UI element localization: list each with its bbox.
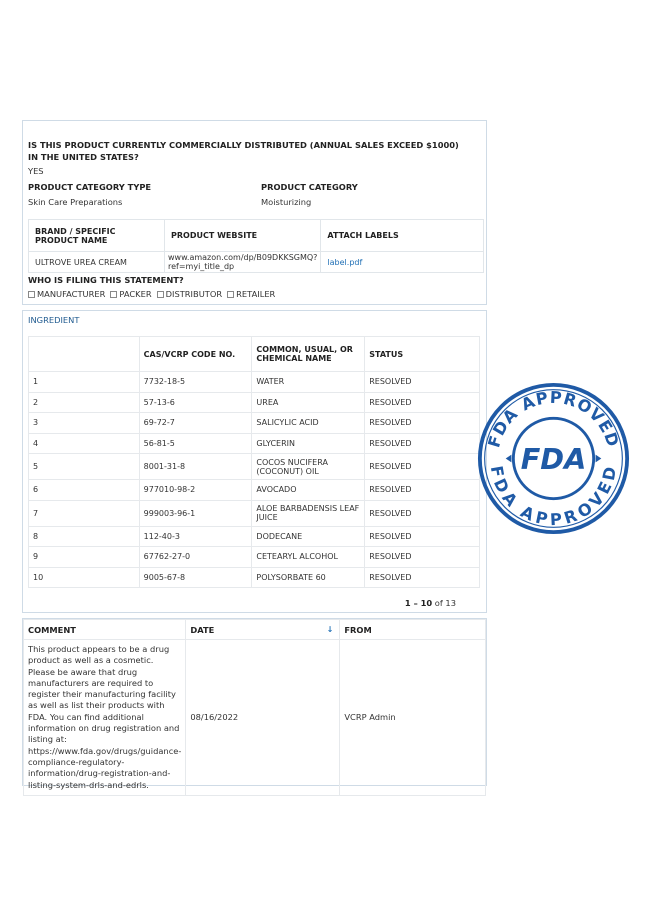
label-pdf-link[interactable]: label.pdf bbox=[327, 257, 363, 267]
product-website: www.amazon.com/dp/B09DKKSGMQ?ref=myi_title_dp bbox=[165, 252, 321, 273]
checkbox-manufacturer[interactable]: MANUFACTURER bbox=[28, 289, 105, 299]
seal-arrow-right-icon bbox=[596, 455, 602, 463]
checkbox-packer[interactable]: PACKER bbox=[110, 289, 151, 299]
checkbox-icon bbox=[157, 291, 164, 298]
category-value: Moisturizing bbox=[261, 197, 312, 207]
col-comment: COMMENT bbox=[24, 620, 186, 640]
ingredient-title: INGREDIENT bbox=[28, 315, 80, 325]
row-status: RESOLVED bbox=[365, 392, 480, 413]
row-number: 8 bbox=[29, 526, 140, 547]
row-name: AVOCADO bbox=[252, 480, 365, 501]
filing-label: WHO IS FILING THIS STATEMENT? bbox=[28, 275, 184, 285]
comment-table bbox=[23, 619, 486, 796]
category-label: PRODUCT CATEGORY bbox=[261, 182, 358, 192]
table-row bbox=[29, 500, 480, 526]
row-code: 977010-98-2 bbox=[139, 480, 252, 501]
table-row bbox=[29, 526, 480, 547]
brand-name: ULTROVE UREA CREAM bbox=[29, 252, 165, 273]
comment-from: VCRP Admin bbox=[340, 640, 486, 796]
table-row bbox=[24, 640, 486, 796]
checkbox-distributor[interactable]: DISTRIBUTOR bbox=[157, 289, 223, 299]
ingredient-table bbox=[28, 336, 480, 588]
product-panel bbox=[22, 120, 487, 305]
seal-top-text: FDA APPROVED bbox=[484, 387, 623, 450]
row-status: RESOLVED bbox=[365, 500, 480, 526]
table-row bbox=[29, 480, 480, 501]
distribution-answer: YES bbox=[28, 166, 44, 176]
pager-total: of 13 bbox=[434, 598, 456, 608]
row-number: 5 bbox=[29, 454, 140, 480]
distribution-question: IS THIS PRODUCT CURRENTLY COMMERCIALLY DISTRIBUTED (ANNUAL SALES EXCEED $1000) IN THE UNITED STATES? bbox=[28, 140, 459, 162]
ingredient-panel bbox=[22, 310, 487, 613]
pager-range: 1 – 10 bbox=[404, 598, 433, 608]
row-name: SALICYLIC ACID bbox=[252, 413, 365, 434]
fda-approved-seal bbox=[477, 382, 630, 535]
row-name: COCOS NUCIFERA (COCONUT) OIL bbox=[252, 454, 365, 480]
row-name: POLYSORBATE 60 bbox=[252, 567, 365, 588]
row-status: RESOLVED bbox=[365, 433, 480, 454]
row-code: 57-13-6 bbox=[139, 392, 252, 413]
row-name: GLYCERIN bbox=[252, 433, 365, 454]
row-number: 7 bbox=[29, 500, 140, 526]
row-code: 69-72-7 bbox=[139, 413, 252, 434]
row-number: 1 bbox=[29, 372, 140, 393]
pagination bbox=[405, 598, 456, 608]
brand-header: BRAND / SPECIFIC PRODUCT NAME bbox=[29, 220, 165, 252]
checkbox-icon bbox=[227, 291, 234, 298]
seal-arrow-left-icon bbox=[506, 455, 512, 463]
seal-center-text: FDA bbox=[520, 442, 587, 477]
checkbox-icon bbox=[28, 291, 35, 298]
row-code: 8001-31-8 bbox=[139, 454, 252, 480]
row-number: 10 bbox=[29, 567, 140, 588]
sort-arrow-icon[interactable]: ↓ bbox=[326, 624, 334, 634]
row-code: 56-81-5 bbox=[139, 433, 252, 454]
row-number: 9 bbox=[29, 547, 140, 568]
row-name: ALOE BARBADENSIS LEAF JUICE bbox=[252, 500, 365, 526]
comment-date: 08/16/2022 bbox=[186, 640, 340, 796]
comment-panel bbox=[22, 618, 487, 790]
row-status: RESOLVED bbox=[365, 372, 480, 393]
row-name: UREA bbox=[252, 392, 365, 413]
col-code: CAS/VCRP CODE NO. bbox=[139, 337, 252, 372]
row-number: 4 bbox=[29, 433, 140, 454]
row-code: 9005-67-8 bbox=[139, 567, 252, 588]
col-number bbox=[29, 337, 140, 372]
row-name: WATER bbox=[252, 372, 365, 393]
brand-table bbox=[28, 219, 484, 273]
comment-text: This product appears to be a drug product as well as a cosmetic. Please be aware that drug manufacturers are required to register their manufacturing facility as well as list their products with FDA. You can find additional information on drug registration and listing at: https://www.fda.gov/drugs/guidance-compliance-regulatory-information/drug-registration-and-listing-system-drls-and-edrls. bbox=[24, 640, 186, 796]
row-code: 7732-18-5 bbox=[139, 372, 252, 393]
row-status: RESOLVED bbox=[365, 526, 480, 547]
row-number: 6 bbox=[29, 480, 140, 501]
table-row bbox=[29, 454, 480, 480]
table-row bbox=[29, 433, 480, 454]
table-row bbox=[29, 413, 480, 434]
row-status: RESOLVED bbox=[365, 547, 480, 568]
row-status: RESOLVED bbox=[365, 480, 480, 501]
row-status: RESOLVED bbox=[365, 567, 480, 588]
filing-options bbox=[28, 289, 275, 299]
row-status: RESOLVED bbox=[365, 454, 480, 480]
col-name: COMMON, USUAL, OR CHEMICAL NAME bbox=[252, 337, 365, 372]
col-date[interactable]: DATE ↓ bbox=[186, 620, 340, 640]
table-row bbox=[29, 392, 480, 413]
category-type-label: PRODUCT CATEGORY TYPE bbox=[28, 182, 152, 192]
col-from: FROM bbox=[340, 620, 486, 640]
row-number: 2 bbox=[29, 392, 140, 413]
seal-bottom-text: FDA APPROVED bbox=[486, 464, 621, 530]
row-name: CETEARYL ALCOHOL bbox=[252, 547, 365, 568]
row-code: 67762-27-0 bbox=[139, 547, 252, 568]
row-number: 3 bbox=[29, 413, 140, 434]
attach-labels-header: ATTACH LABELS bbox=[321, 220, 484, 252]
row-name: DODECANE bbox=[252, 526, 365, 547]
table-row bbox=[29, 567, 480, 588]
website-header: PRODUCT WEBSITE bbox=[165, 220, 321, 252]
checkbox-retailer[interactable]: RETAILER bbox=[227, 289, 275, 299]
row-code: 112-40-3 bbox=[139, 526, 252, 547]
checkbox-icon bbox=[110, 291, 117, 298]
row-code: 999003-96-1 bbox=[139, 500, 252, 526]
table-row bbox=[29, 372, 480, 393]
row-status: RESOLVED bbox=[365, 413, 480, 434]
table-row bbox=[29, 547, 480, 568]
category-type-value: Skin Care Preparations bbox=[28, 197, 123, 207]
col-status: STATUS bbox=[365, 337, 480, 372]
